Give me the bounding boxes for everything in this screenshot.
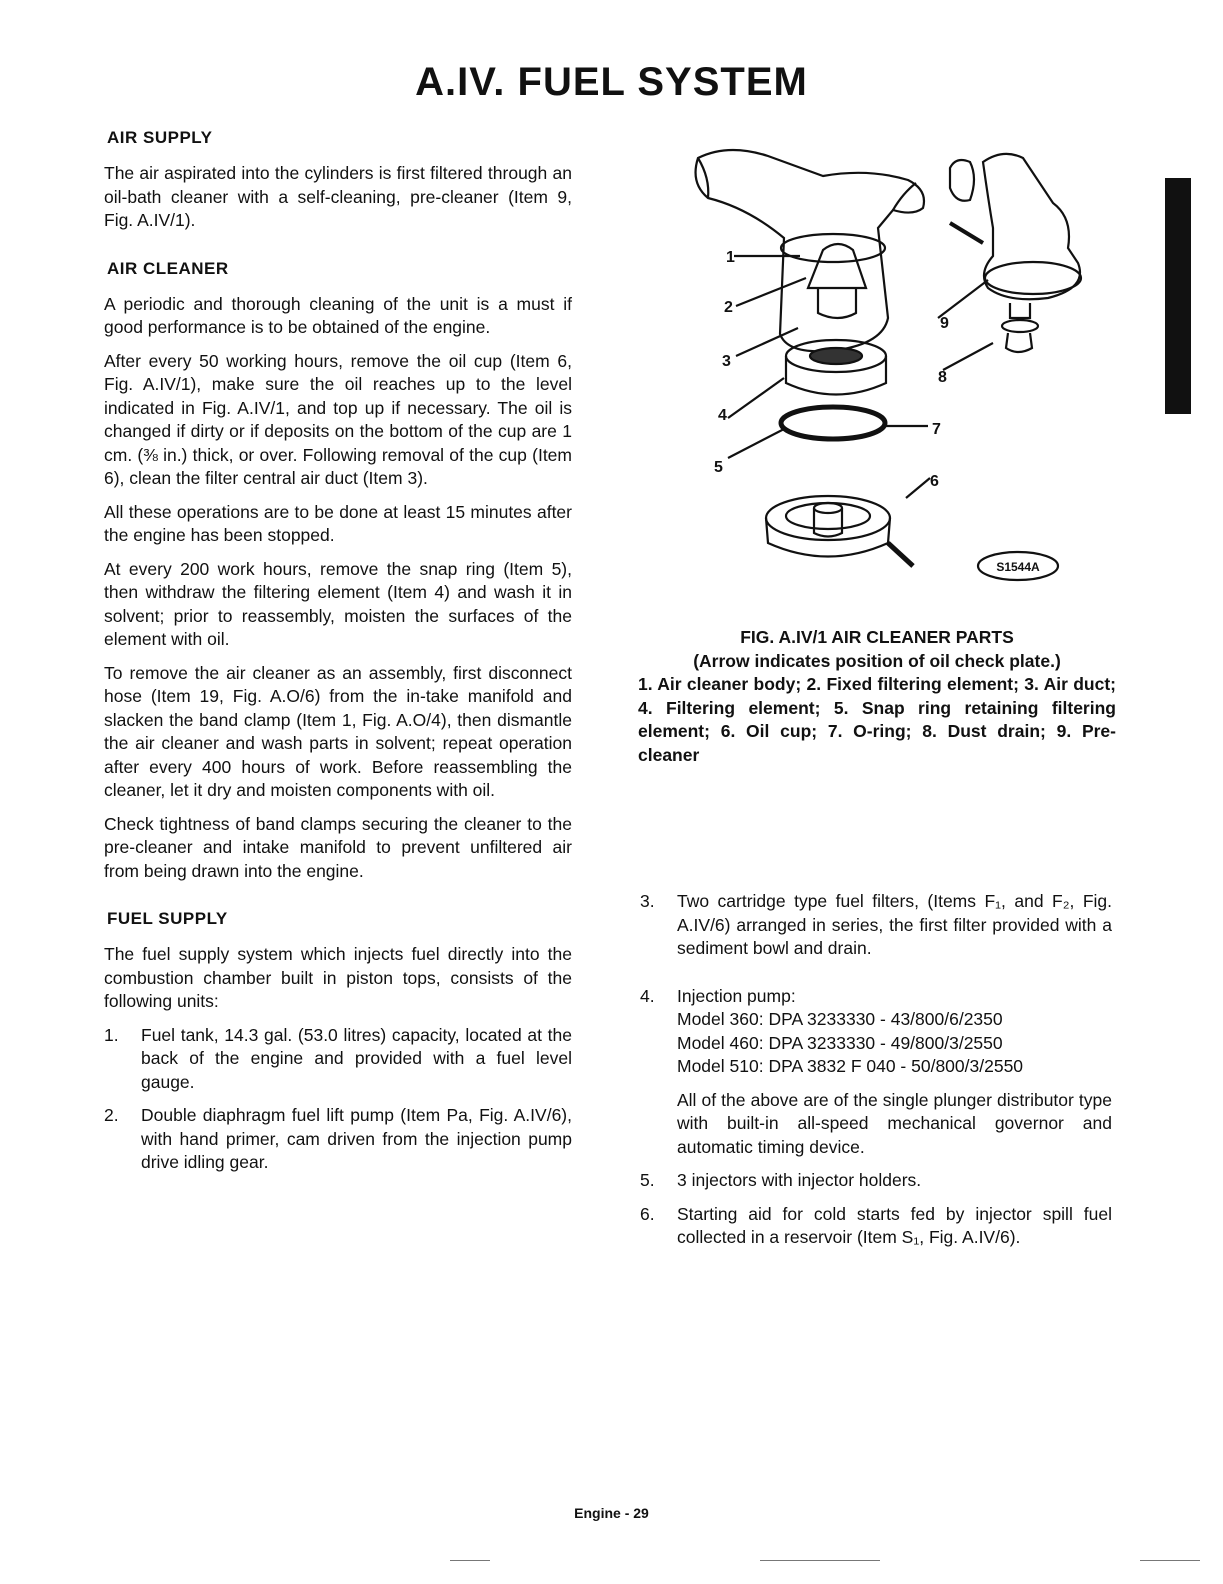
injection-pump-block <box>677 985 1112 1160</box>
air-cleaner-paragraph: All these operations are to be done at least 15 minutes after the engine has been stopped. <box>104 501 572 545</box>
callout-2: 2 <box>724 299 733 316</box>
air-supply-heading: AIR SUPPLY <box>107 128 213 147</box>
air-cleaner-heading: AIR CLEANER <box>107 258 229 278</box>
list-item <box>104 1024 572 1095</box>
air-cleaner-paragraph: After every 50 working hours, remove the oil cup (Item 6, Fig. A.IV/1), make sure the oil reaches up to the level indicated in Fig. A.IV/1, and top up if necessary. The oil is changed if dirty or if deposits on the bottom of the cup are 1 cm. (⅜ in.) thick, or over. Following removal of the cup (Item 6), clean the filter central air duct (Item 3). <box>104 350 572 488</box>
air-cleaner-paragraph: A periodic and thorough cleaning of the unit is a must if good performance is to be obtained of the engine. <box>104 293 572 337</box>
figure-caption-title: FIG. A.IV/1 AIR CLEANER PARTS <box>740 627 1014 647</box>
list-text: Double diaphragm fuel lift pump (Item Pa, Fig. A.IV/6), with hand primer, cam driven from the injection pump drive idling gear. <box>141 1105 572 1172</box>
callout-4: 4 <box>718 407 727 424</box>
page-footer: Engine - 29 <box>574 1505 649 1521</box>
fuel-supply-heading: FUEL SUPPLY <box>107 909 228 928</box>
page-title: A.IV. FUEL SYSTEM <box>415 60 808 104</box>
air-cleaner-diagram <box>688 138 1108 588</box>
list-text: Fuel tank, 14.3 gal. (53.0 litres) capacity, located at the back of the engine and provided with a fuel level gauge. <box>141 1024 572 1092</box>
scan-artifact <box>1140 1560 1200 1561</box>
scan-artifact <box>450 1560 490 1561</box>
right-column <box>640 890 1112 1260</box>
left-column <box>104 128 572 1185</box>
air-cleaner-paragraph: To remove the air cleaner as an assembly, first disconnect hose (Item 19, Fig. A.O/6) from the in-take manifold and slacken the band clamp (Item 1, Fig. A.O/4), then dismantle the air cleaner and wash parts in solvent; repeat operation after every 400 hours of work. Before reassembling the cleaner, let it dry and moisten components with oil. <box>104 662 572 800</box>
list-text: 3 injectors with injector holders. <box>677 1170 922 1190</box>
callout-9: 9 <box>940 315 949 332</box>
figure-caption <box>638 626 1116 767</box>
figure-caption-legend: 1. Air cleaner body; 2. Fixed filtering element; 3. Air duct; 4. Filtering element; 5. Snap ring retaining filtering element; 6. Oil cup; 7. O-ring; 8. Dust drain; 9. Pre-cleaner <box>638 674 1116 765</box>
list-item <box>640 890 1112 961</box>
callout-3: 3 <box>722 353 731 370</box>
list-number: 1. <box>104 1024 119 1045</box>
callout-1: 1 <box>726 249 735 266</box>
callout-7: 7 <box>932 421 941 438</box>
model-line: Model 360: DPA 3233330 - 43/800/6/2350 <box>677 1009 1003 1029</box>
callout-5: 5 <box>714 459 723 476</box>
air-cleaner-drawing <box>688 138 1108 588</box>
injection-pump-note: All of the above are of the single plunger distributor type with built-in all-speed mechanical governor and automatic timing device. <box>677 1089 1112 1157</box>
scan-artifact <box>760 1560 880 1561</box>
callout-8: 8 <box>938 369 947 386</box>
figure-caption-subtitle: (Arrow indicates position of oil check plate.) <box>693 650 1061 671</box>
list-text: Starting aid for cold starts fed by injector spill fuel collected in a reservoir (Item S₁, Fig. A.IV/6). <box>677 1203 1112 1247</box>
air-supply-text: The air aspirated into the cylinders is first filtered through an oil-bath cleaner with a self-cleaning, pre-cleaner (Item 9, Fig. A.IV/1). <box>104 163 572 230</box>
list-number: 3. <box>640 891 655 911</box>
list-item <box>640 985 1112 1160</box>
model-line: Model 510: DPA 3832 F 040 - 50/800/3/2550 <box>677 1056 1024 1076</box>
list-item <box>640 1203 1112 1250</box>
fuel-supply-intro: The fuel supply system which injects fuel directly into the combustion chamber built in piston tops, consists of the following units: <box>104 944 572 1011</box>
air-cleaner-paragraph: Check tightness of band clamps securing the cleaner to the pre-cleaner and intake manifold to prevent unfiltered air from being drawn into the engine. <box>104 813 572 881</box>
list-number: 2. <box>104 1105 119 1125</box>
list-number: 6. <box>640 1203 655 1224</box>
list-number: 5. <box>640 1170 655 1190</box>
list-text: Two cartridge type fuel filters, (Items F₁, and F₂, Fig. A.IV/6) arranged in series, the first filter provided with a sediment bowl and drain. <box>677 891 1112 958</box>
page-edge-tab <box>1165 178 1191 414</box>
figure-stamp: S1544A <box>996 560 1040 574</box>
air-cleaner-paragraph: At every 200 work hours, remove the snap ring (Item 5), then withdraw the filtering element (Item 4) and wash it in solvent; prior to reassembly, moisten the surfaces of the element with oil. <box>104 558 572 649</box>
list-item <box>104 1104 572 1175</box>
list-item <box>640 1169 1112 1193</box>
list-number: 4. <box>640 985 655 1006</box>
injection-pump-label: Injection pump: <box>677 985 796 1006</box>
callout-6: 6 <box>930 473 939 490</box>
model-line: Model 460: DPA 3233330 - 49/800/3/2550 <box>677 1032 1003 1053</box>
